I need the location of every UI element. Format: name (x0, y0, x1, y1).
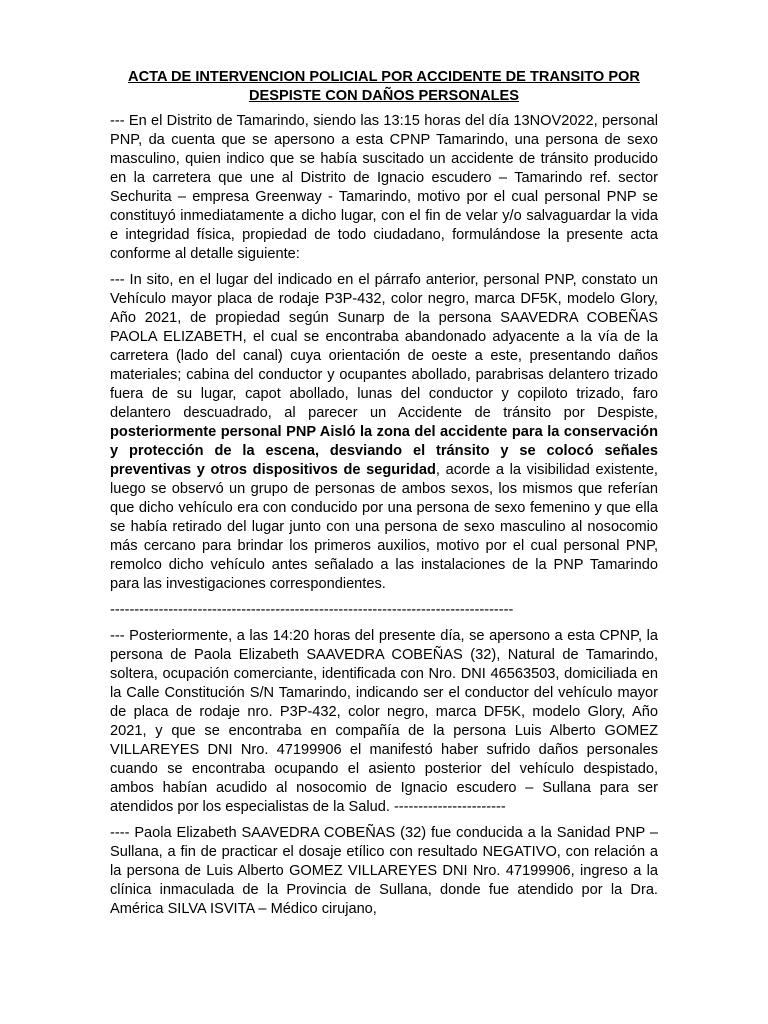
paragraph-inspection-text-1: --- In sito, en el lugar del indicado en el párrafo anterior, personal PNP, constato un Vehículo mayor placa de rodaje P3P-432, color negro, marca DF5K, modelo Glory, Año 2021, de propiedad según Sunarp de la persona SAAVEDRA COBEÑAS PAOLA ELIZABETH, el cual se encontraba abandonado adyacente a la vía de la carretera (lado del canal) cuya orientación de oeste a este, presentando daños materiales; cabina del conductor y ocupantes abollado, parabrisas delantero trizado fuera de su lugar, capot abollado, lunas del conductor y copiloto trizado, faro delantero descuadrado, al parecer un Accidente de tránsito por Despiste, (110, 272, 658, 421)
dashed-divider: ----------------------------------------------------------------------------------- (110, 602, 514, 618)
paragraph-inspection-bold: posteriormente personal PNP Aisló la zona del accidente para la conservación y protección de la escena, desviando el tránsito y se colocó señales preventivas y otros dispositivos de seguridad (110, 424, 658, 478)
paragraph-driver-appearance: --- Posteriormente, a las 14:20 horas del presente día, se apersono a esta CPNP, la persona de Paola Elizabeth SAAVEDRA COBEÑAS (32), Natural de Tamarindo, soltera, ocupación comerciante, identificada con Nro. DNI 46563503, domiciliada en la Calle Constitución S/N Tamarindo, indicando ser el conductor del vehículo mayor de placa de rodaje nro. P3P-432, color negro, marca DF5K, modelo Glory, Año 2021, y que se encontraba en compañía de la persona Luis Alberto GOMEZ VILLAREYES DNI Nro. 47199906 el manifestó haber sufrido daños personales cuando se encontraba ocupando el asiento posterior del vehículo despistado, ambos habían acudido al nosocomio de Ignacio escudero – Sullana para ser atendidos por los especialistas de la Salud. ----------------------- (110, 628, 658, 815)
document-page (110, 68, 658, 926)
document-title (110, 68, 658, 106)
paragraph-medical: ---- Paola Elizabeth SAAVEDRA COBEÑAS (32) fue conducida a la Sanidad PNP – Sullana, a fin de practicar el dosaje etílico con resultado NEGATIVO, con relación a la persona de Luis Alberto GOMEZ VILLAREYES DNI Nro. 47199906, ingreso a la clínica inmaculada de la Provincia de Sullana, donde fue atendido por la Dra. América SILVA ISVITA – Médico cirujano, (110, 825, 658, 917)
paragraph-inspection-text-2: , acorde a la visibilidad existente, luego se observó un grupo de personas de ambos sexos, los mismos que referían que dicho vehículo era con conducido por una persona de sexo femenino y que ella se había retirado del lugar junto con una persona de sexo masculino al nosocomio más cercano para brindar los primeros auxilios, motivo por el cual personal PNP, remolco dicho vehículo antes señalado a las instalaciones de la PNP Tamarindo para las investigaciones correspondientes. (110, 462, 658, 592)
paragraph-intro: --- En el Distrito de Tamarindo, siendo las 13:15 horas del día 13NOV2022, personal PNP, da cuenta que se apersono a esta CPNP Tamarindo, una persona de sexo masculino, quien indico que se había suscitado un accidente de tránsito producido en la carretera que une al Distrito de Ignacio escudero – Tamarindo ref. sector Sechurita – empresa Greenway - Tamarindo, motivo por el cual personal PNP se constituyó inmediatamente a dicho lugar, con el fin de velar y/o salvaguardar la vida e integridad física, propiedad de todo ciudadano, formulándose la presente acta conforme al detalle siguiente: (110, 113, 658, 262)
title-line-2: DESPISTE CON DAÑOS PERSONALES (248, 88, 520, 104)
title-line-1: ACTA DE INTERVENCION POLICIAL POR ACCIDENTE DE TRANSITO POR (128, 69, 640, 85)
paragraph-inspection (110, 271, 658, 594)
